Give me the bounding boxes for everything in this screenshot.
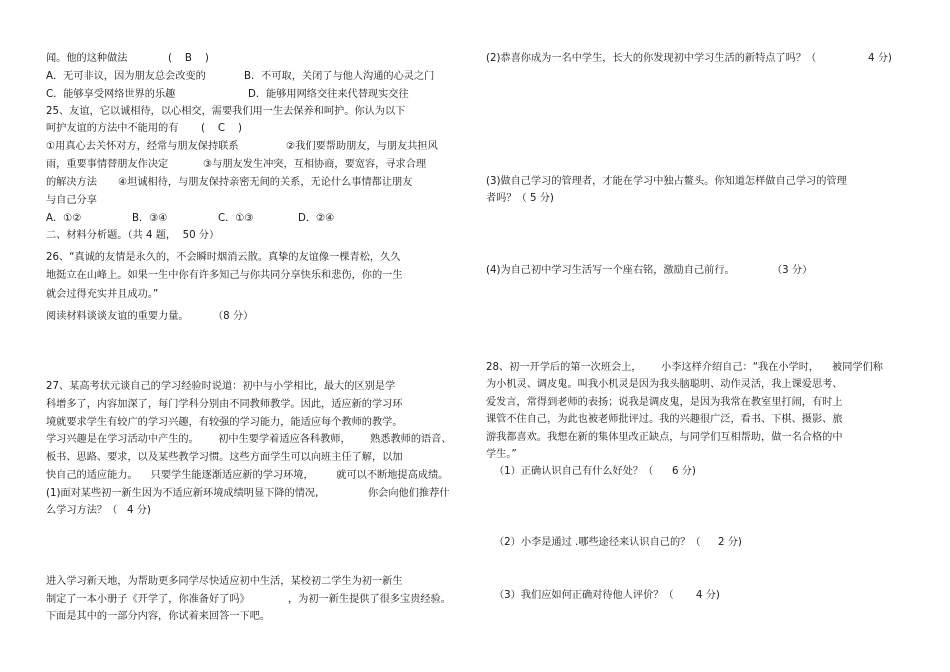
- q25-option-a: A．①②: [46, 213, 82, 224]
- q26-line: 就会过得充实并且成功。”: [46, 289, 159, 300]
- q28-line: 课管不住自己，为此也被老师批评过。我的兴趣很广泛，看书、下棋、摄影、旅: [486, 414, 843, 425]
- q27-sub2: (2)恭喜你成为一名中学生，长大的你发现初中学习生活的新特点了吗？（: [486, 53, 817, 64]
- q24-option-d: D．能够用网络交往来代替现实交往: [248, 89, 409, 100]
- q25-item: 的解决方法: [46, 177, 97, 188]
- q28-line: 28、初一开学后的第一次班会上， 小李这样介绍自己：“我在小学时， 被同学们称: [486, 362, 883, 373]
- q28-sub2-score: 2 分): [718, 537, 742, 548]
- q28-sub2: （2）小李是通过 .哪些途径来认识自己的？（: [494, 537, 701, 548]
- q24-option-a: A．无可非议，因为朋友总会改变的: [46, 71, 206, 82]
- q27-sub3: 者吗？（ 5 分): [486, 193, 554, 204]
- q25-item: ①用真心去关怀对方，经常与朋友保持联系: [46, 141, 239, 152]
- q27-cont-line: 制定了一本小册子《开学了，你准备好了吗》: [46, 594, 250, 605]
- q25-option-b: B．③④: [132, 213, 168, 224]
- q26-line: 26、“真诚的友情是永久的，不会瞬时烟消云散。真挚的友谊像一棵青松，久久: [46, 252, 401, 263]
- q26-line: 地挺立在山峰上。如果一生中你有许多知己与你共同分享快乐和悲伤，你的一生: [46, 270, 403, 281]
- q28-sub3-score: 4 分): [696, 590, 720, 601]
- q27-sub1: (1)面对某些初一新生因为不适应新环境成绩明显下降的情况,: [46, 488, 319, 499]
- q25-option-d: D．②④: [298, 213, 335, 224]
- q25-option-c: C．①③: [218, 213, 254, 224]
- q27-cont-line: ，为初一新生提供了很多宝贵经验。: [288, 594, 451, 605]
- q28-sub1: （1）正确认识自己有什么好处？（: [494, 466, 654, 477]
- q26-prompt: 阅读材料谈谈友谊的重要力量。: [46, 311, 189, 322]
- q27-line: 27、某高考状元谈自己的学习经验时说道：初中与小学相比，最大的区别是学: [46, 381, 396, 392]
- q28-line: 为小机灵、调皮鬼。叫我小机灵是因为我头脑聪明、动作灵活，我上课爱思考、: [486, 379, 843, 390]
- q27-line: 板书、思路、要求，以及某些教学习惯。这些方面学生可以向班主任了解，以加: [46, 452, 403, 463]
- q27-sub3: (3)做自己学习的管理者，才能在学习中独占鳌头。你知道怎样做自己学习的管理: [486, 176, 847, 187]
- q27-line: 科增多了，内容加深了，每门学科分别由不同教师教学。因此，适应新的学习环: [46, 399, 403, 410]
- q24-tail: 闻。他的这种做法: [46, 53, 128, 64]
- q27-line: 学习兴趣是在学习活动中产生的。 初中生要学着适应各科教师， 熟悉教师的语音、: [46, 434, 452, 445]
- q28-line: 爱发言，常得到老师的表扬；说我是调皮鬼，是因为我常在教室里打闹，有时上: [486, 397, 843, 408]
- q27-sub1: 么学习方法？（ 4 分): [46, 505, 151, 516]
- q25-item: 雨，重要事情替朋友作决定: [46, 159, 169, 170]
- section2-heading: 二、材料分析题。（共 4 题， 50 分）: [46, 230, 220, 241]
- q27-sub4: (4)为自己初中学习生活写一个座右铭，激励自己前行。: [486, 265, 735, 276]
- q25-item: ④坦诚相待，与朋友保持亲密无间的关系，无论什么事情都让朋友: [118, 177, 413, 188]
- q28-sub1-score: 6 分): [672, 466, 696, 477]
- q27-line: 境就要求学生有较广的学习兴趣，有较强的学习能力，能适应每个教师的教学。: [46, 417, 403, 428]
- q27-cont-line: 进入学习新天地，为帮助更多同学尽快适应初中生活，某校初二学生为初一新生: [46, 576, 403, 587]
- q25-item: 与自己分享: [46, 195, 97, 206]
- q26-score: （8 分）: [213, 311, 254, 322]
- q25-item: ③与朋友发生冲突，互相协商，要宽容，寻求合理: [203, 159, 427, 170]
- q28-sub3: （3）我们应如何正确对待他人评价？（: [494, 590, 674, 601]
- q24-answer: ( B ): [168, 53, 209, 64]
- q28-line: 学生。”: [486, 449, 517, 460]
- q27-line: 快自己的适应能力。 只要学生能逐渐适应新的学习环境， 就可以不断地提高成绩。: [46, 470, 449, 481]
- q28-line: 游我都喜欢。我想在新的集体里改正缺点，与同学们互相帮助，做一名合格的中: [486, 432, 843, 443]
- q25-line2: 呵护友谊的方法中不能用的有: [46, 123, 179, 134]
- q27-cont-line: 下面是其中的一部分内容，你试着来回答一下吧。: [46, 611, 271, 622]
- q25-item: ②我们要帮助朋友，与朋友共担风: [286, 141, 438, 152]
- q25-answer: ( C ): [201, 123, 242, 134]
- q24-option-b: B．不可取，关闭了与他人沟通的心灵之门: [244, 71, 435, 82]
- q27-sub2-score: 4 分): [868, 53, 892, 64]
- q24-option-c: C．能够享受网络世界的乐趣: [46, 89, 176, 100]
- q25-line1: 25、友谊，它以诚相待，以心相交，需要我们用一生去保养和呵护。你认为以下: [46, 106, 406, 117]
- q27-sub4-score: （3 分）: [772, 265, 813, 276]
- q27-sub1: 你会向他们推荐什: [368, 488, 450, 499]
